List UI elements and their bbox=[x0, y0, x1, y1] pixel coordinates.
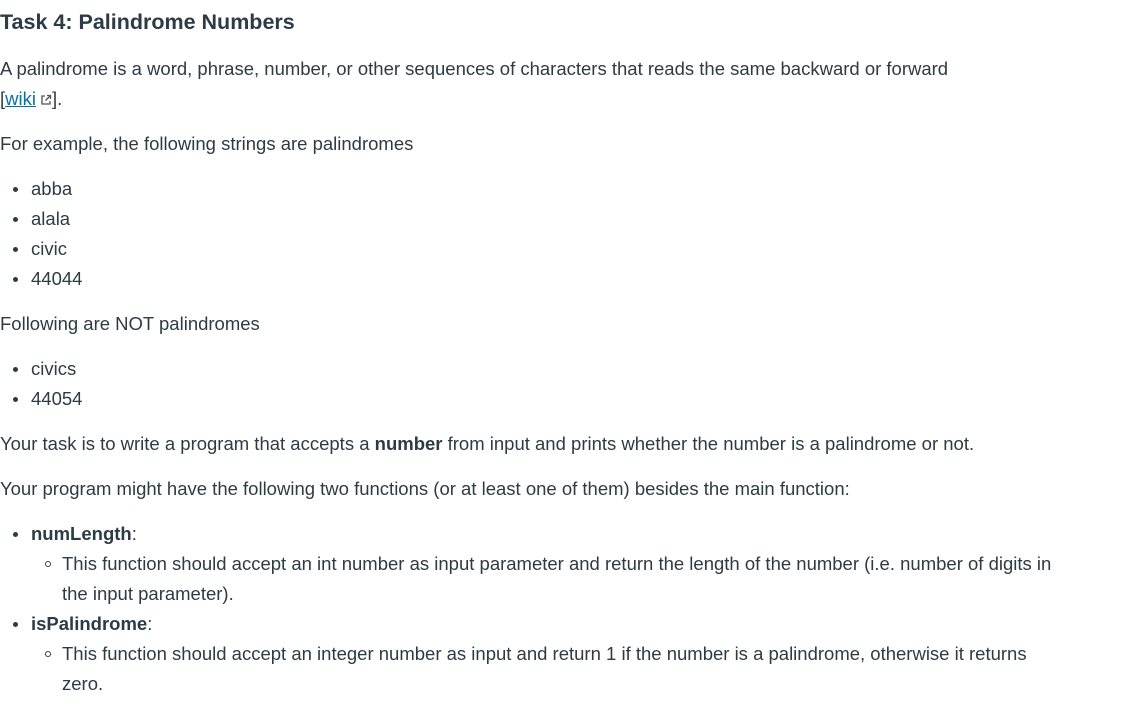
function-description: This function should accept an integer number as input and return 1 if the number is a palindrome, otherwise it returns zero. bbox=[0, 639, 1062, 699]
list-item: abba bbox=[0, 174, 82, 204]
task-paragraph bbox=[0, 429, 974, 459]
intro-paragraph bbox=[0, 54, 1030, 114]
external-link-icon bbox=[40, 94, 52, 106]
list-item: 44044 bbox=[0, 264, 82, 294]
examples-heading: For example, the following strings are palindromes bbox=[0, 133, 414, 154]
task-text-after: from input and prints whether the number is a palindrome or not. bbox=[442, 433, 975, 454]
task-text-bold: number bbox=[374, 433, 443, 454]
function-item-numlength bbox=[0, 519, 1052, 609]
function-suffix: : bbox=[131, 523, 137, 544]
wiki-link-label[interactable]: wiki bbox=[5, 88, 36, 109]
function-name: numLength bbox=[31, 523, 132, 544]
task-text-before: Your task is to write a program that accepts a bbox=[0, 433, 375, 454]
not-palindrome-list bbox=[0, 354, 82, 414]
function-sublist bbox=[31, 639, 1040, 699]
function-suffix: : bbox=[147, 613, 153, 634]
function-item-ispalindrome bbox=[0, 609, 1040, 699]
list-item: 44054 bbox=[0, 384, 82, 414]
intro-text: A palindrome is a word, phrase, number, or other sequences of characters that reads the same backward or forward bbox=[0, 58, 949, 79]
wiki-open-bracket: [ bbox=[0, 88, 6, 109]
list-item: civics bbox=[0, 354, 82, 384]
wiki-link[interactable] bbox=[5, 88, 36, 109]
wiki-close-bracket: ]. bbox=[51, 88, 63, 109]
not-palindromes-heading: Following are NOT palindromes bbox=[0, 313, 260, 334]
list-item: civic bbox=[0, 234, 82, 264]
functions-intro: Your program might have the following two functions (or at least one of them) besides the main function: bbox=[0, 478, 850, 499]
functions-list bbox=[0, 519, 1052, 699]
function-name: isPalindrome bbox=[31, 613, 148, 634]
list-item: alala bbox=[0, 204, 82, 234]
function-description: This function should accept an int number as input parameter and return the length of the number (i.e. number of digits in the input parameter). bbox=[0, 549, 1062, 609]
page-title: Task 4: Palindrome Numbers bbox=[0, 10, 295, 34]
function-sublist bbox=[31, 549, 1052, 609]
palindrome-list bbox=[0, 174, 82, 294]
